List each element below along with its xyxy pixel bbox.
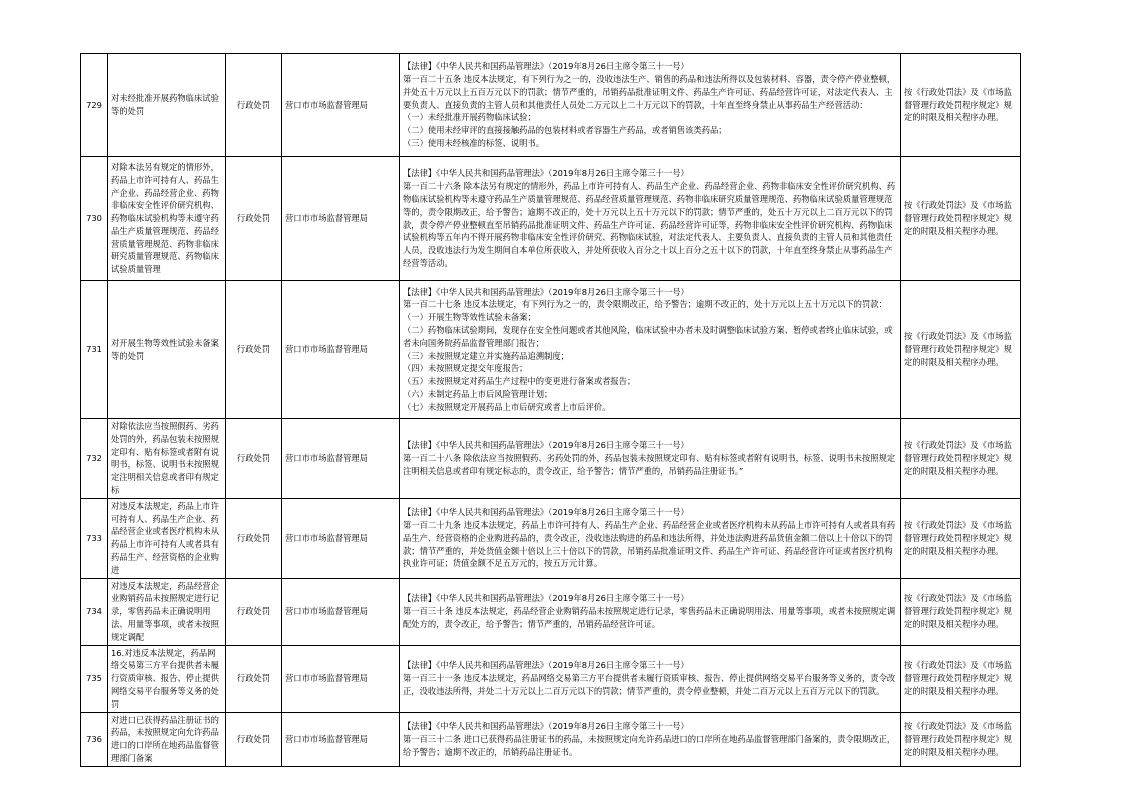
row-number: 731 xyxy=(81,281,108,419)
item-name: 对违反本法规定，药品经营企业购销药品未按照规定进行记录，零售药品未正确说明用法、用量等事项，或者未按照规定调配 xyxy=(108,578,226,645)
item-name: 对开展生物等效性试验未备案等的处罚 xyxy=(108,281,226,419)
item-name: 对进口已获得药品注册证书的药品，未按照规定向允许药品进口的口岸所在地药品监督管理部门备案 xyxy=(108,712,226,766)
implementing-agency: 营口市市场监督管理局 xyxy=(282,281,400,419)
item-category: 行政处罚 xyxy=(226,157,282,281)
table-row xyxy=(81,645,1021,712)
row-number: 733 xyxy=(81,498,108,578)
procedure-text: 按《行政处罚法》及《市场监督管理行政处罚程序规定》规定的时限及相关程序办理。 xyxy=(901,498,1021,578)
penalty-items-table xyxy=(80,53,1021,767)
legal-basis: 【法律】《中华人民共和国药品管理法》（2019年8月26日主席令第三十一号） 第一百二十六条 除本法另有规定的情形外，药品上市许可持有人、药品生产企业、药品经营企业、药物非临床安全性评价研究机构、药物临床试验机构等未遵守药品生产质量管理规范、药品经营质量管理规范、药物非临床研究质量管理规范、药物临床试验质量管理规范等的，责令限期改正，给予警告；逾期不改正的，处十万元以上五十万元以下的罚款；情节严重的，处五十万元以上二百万元以下的罚款，责令停产停业整顿直至吊销药品批准证明文件、药品生产许可证、药品经营许可证等，药物非临床安全性评价研究机构、药物临床试验机构等五年内不得开展药物非临床安全性评价研究、药物临床试验，对法定代表人、主要负责人、直接负责的主管人员和其他责任人员，没收违法行为发生期间自本单位所获收入，并处所获收入百分之十以上百分之五十以下的罚款，十年直至终身禁止从事药品生产经营等活动。 xyxy=(400,157,901,281)
procedure-text: 按《行政处罚法》及《市场监督管理行政处罚程序规定》规定的时限及相关程序办理。 xyxy=(901,54,1021,157)
row-number: 734 xyxy=(81,578,108,645)
item-name: 16.对违反本法规定，药品网络交易第三方平台提供者未履行资质审核、报告、停止提供网络交易平台服务等义务的处罚 xyxy=(108,645,226,712)
procedure-text: 按《行政处罚法》及《市场监督管理行政处罚程序规定》规定的时限及相关程序办理。 xyxy=(901,645,1021,712)
item-category: 行政处罚 xyxy=(226,712,282,766)
legal-basis: 【法律】《中华人民共和国药品管理法》（2019年8月26日主席令第三十一号） 第一百三十一条 违反本法规定，药品网络交易第三方平台提供者未履行资质审核、报告、停止提供网络交易平台服务等义务的，责令改正，没收违法所得，并处二十万元以上二百万元以下的罚款；情节严重的，责令停业整顿，并处二百万元以上五百万元以下的罚款。 xyxy=(400,645,901,712)
table-row xyxy=(81,712,1021,766)
procedure-text: 按《行政处罚法》及《市场监督管理行政处罚程序规定》规定的时限及相关程序办理。 xyxy=(901,578,1021,645)
item-name: 对除依法应当按照假药、劣药处罚的外，药品包装未按照规定印有、贴有标签或者附有说明书，标签、说明书未按照规定注明相关信息或者印有规定标 xyxy=(108,419,226,499)
item-category: 行政处罚 xyxy=(226,498,282,578)
table-row xyxy=(81,157,1021,281)
row-number: 736 xyxy=(81,712,108,766)
implementing-agency: 营口市市场监督管理局 xyxy=(282,645,400,712)
implementing-agency: 营口市市场监督管理局 xyxy=(282,419,400,499)
procedure-text: 按《行政处罚法》及《市场监督管理行政处罚程序规定》规定的时限及相关程序办理。 xyxy=(901,157,1021,281)
table-row xyxy=(81,54,1021,157)
item-name: 对未经批准开展药物临床试验等的处罚 xyxy=(108,54,226,157)
item-category: 行政处罚 xyxy=(226,419,282,499)
legal-basis: 【法律】《中华人民共和国药品管理法》（2019年8月26日主席令第三十一号） 第一百二十九条 违反本法规定，药品上市许可持有人、药品生产企业、药品经营企业或者医疗机构未从药品上市许可持有人或者具有药品生产、经营资格的企业购进药品的，责令改正，没收违法购进的药品和违法所得，并处违法购进药品货值金额二倍以上十倍以下的罚款；情节严重的，并处货值金额十倍以上三十倍以下的罚款，吊销药品批准证明文件、药品生产许可证、药品经营许可证或者医疗机构执业许可证；货值金额不足五万元的，按五万元计算。 xyxy=(400,498,901,578)
row-number: 732 xyxy=(81,419,108,499)
implementing-agency: 营口市市场监督管理局 xyxy=(282,712,400,766)
procedure-text: 按《行政处罚法》及《市场监督管理行政处罚程序规定》规定的时限及相关程序办理。 xyxy=(901,712,1021,766)
item-category: 行政处罚 xyxy=(226,281,282,419)
item-name: 对违反本法规定，药品上市许可持有人、药品生产企业、药品经营企业或者医疗机构未从药品上市许可持有人或者具有药品生产、经营资格的企业购进 xyxy=(108,498,226,578)
row-number: 730 xyxy=(81,157,108,281)
procedure-text: 按《行政处罚法》及《市场监督管理行政处罚程序规定》规定的时限及相关程序办理。 xyxy=(901,419,1021,499)
legal-basis: 【法律】《中华人民共和国药品管理法》（2019年8月26日主席令第三十一号） 第一百三十条 违反本法规定，药品经营企业购销药品未按照规定进行记录，零售药品未正确说明用法、用量等事项，或者未按照规定调配处方的，责令改正，给予警告；情节严重的，吊销药品经营许可证。 xyxy=(400,578,901,645)
legal-basis: 【法律】《中华人民共和国药品管理法》（2019年8月26日主席令第三十一号） 第一百二十五条 违反本法规定，有下列行为之一的，没收违法生产、销售的药品和违法所得以及包装材料、容器，责令停产停业整顿，并处五十万元以上五百万元以下的罚款；情节严重的，吊销药品批准证明文件、药品生产许可证、药品经营许可证，对法定代表人、主要负责人、直接负责的主管人员和其他责任人员处二万元以上二十万元以下的罚款，十年直至终身禁止从事药品生产经营活动： （一）未经批准开展药物临床试验； （二）使用未经审评的直接接触药品的包装材料或者容器生产药品，或者销售该类药品； （三）使用未经核准的标签、说明书。 xyxy=(400,54,901,157)
legal-basis: 【法律】《中华人民共和国药品管理法》（2019年8月26日主席令第三十一号） 第一百三十二条 进口已获得药品注册证书的药品，未按照规定向允许药品进口的口岸所在地药品监督管理部门备案的，责令限期改正，给予警告；逾期不改正的，吊销药品注册证书。 xyxy=(400,712,901,766)
item-name: 对除本法另有规定的情形外，药品上市许可持有人、药品生产企业、药品经营企业、药物非临床安全性评价研究机构、药物临床试验机构等未遵守药品生产质量管理规范、药品经营质量管理规范、药物非临床研究质量管理规范、药物临床试验质量管理 xyxy=(108,157,226,281)
table-row xyxy=(81,281,1021,419)
procedure-text: 按《行政处罚法》及《市场监督管理行政处罚程序规定》规定的时限及相关程序办理。 xyxy=(901,281,1021,419)
implementing-agency: 营口市市场监督管理局 xyxy=(282,578,400,645)
implementing-agency: 营口市市场监督管理局 xyxy=(282,498,400,578)
item-category: 行政处罚 xyxy=(226,645,282,712)
item-category: 行政处罚 xyxy=(226,578,282,645)
legal-basis: 【法律】《中华人民共和国药品管理法》（2019年8月26日主席令第三十一号） 第一百二十八条 除依法应当按照假药、劣药处罚的外，药品包装未按照规定印有、贴有标签或者附有说明书，标签、说明书未按照规定注明相关信息或者印有规定标志的，责令改正，给予警告；情节严重的，吊销药品注册证书。” xyxy=(400,419,901,499)
row-number: 735 xyxy=(81,645,108,712)
table-row xyxy=(81,578,1021,645)
implementing-agency: 营口市市场监督管理局 xyxy=(282,157,400,281)
legal-basis: 【法律】《中华人民共和国药品管理法》（2019年8月26日主席令第三十一号） 第一百二十七条 违反本法规定，有下列行为之一的，责令限期改正，给予警告；逾期不改正的，处十万元以上五十万元以下的罚款： （一）开展生物等效性试验未备案； （二）药物临床试验期间，发现存在安全性问题或者其他风险，临床试验申办者未及时调整临床试验方案、暂停或者终止临床试验，或者未向国务院药品监督管理部门报告； （三）未按照规定建立并实施药品追溯制度； （四）未按照规定提交年度报告； （五）未按照规定对药品生产过程中的变更进行备案或者报告； （六）未制定药品上市后风险管理计划； （七）未按照规定开展药品上市后研究或者上市后评价。 xyxy=(400,281,901,419)
implementing-agency: 营口市市场监督管理局 xyxy=(282,54,400,157)
item-category: 行政处罚 xyxy=(226,54,282,157)
table-row xyxy=(81,419,1021,499)
table-row xyxy=(81,498,1021,578)
row-number: 729 xyxy=(81,54,108,157)
